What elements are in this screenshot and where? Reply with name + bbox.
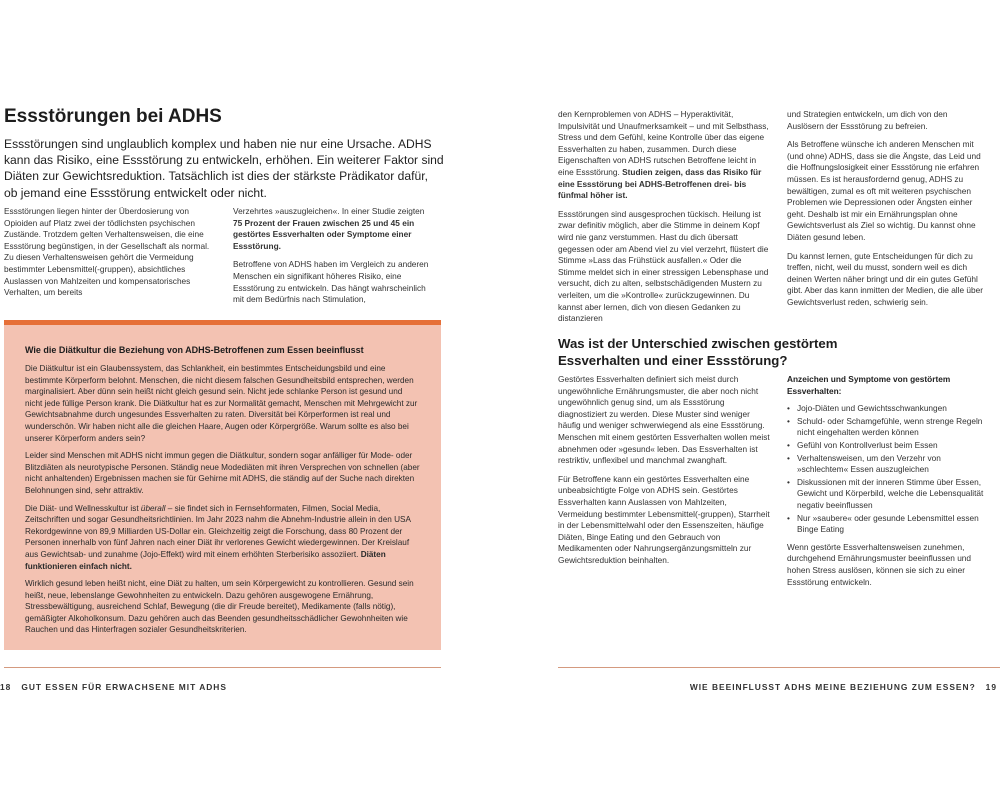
paragraph: Als Betroffene wünsche ich anderen Menschen mit (und ohne) ADHS, dass sie die Ängste, das Leid und die Hoffnungslosigkeit einer Essstörung nie erfahren müssen. Es ist herausfordernd genug, ADHS zu bewältigen, zumal es oft mit weiteren psychischen Problemen wie Depressionen oder Ängsten einher geht. Deshalb ist mir ein Ernährungsplan ohne Gewichtsverlust als Ziel so wichtig. Du kannst ohne Diäten gesund leben. — [787, 139, 981, 242]
left-column-2 — [233, 206, 433, 306]
list-title: Anzeichen und Symptome von gestörtem Essverhalten: — [787, 374, 951, 396]
bold-text: Diäten funktionieren einfach nicht. — [25, 549, 386, 571]
paragraph: Betroffene von ADHS haben im Vergleich zu anderen Menschen ein signifikant höheres Risiko, eine Essstörung zu entwickeln. Das hängt wahrscheinlich mit dem Bedürfnis nach Stimulation, — [233, 259, 429, 305]
right-column-1 — [558, 109, 770, 325]
bold-text: Studien zeigen, dass das Risiko für eine Essstörung bei ADHS-Betroffenen drei- bis fünfmal höher ist. — [558, 166, 762, 201]
left-column-1 — [4, 206, 216, 299]
text: den Kernproblemen von ADHS – Hyperaktivität, Impulsivität und Unaufmerksamkeit – und mit Selbsthass, Stress und dem Gefühl, keine Kontrolle über das eigene Essverhalten zu haben, zusammen. Durch diese Eigenschaften von ADHS rutschen Betroffene leicht in eine Essstörung. — [558, 109, 769, 177]
running-title: WIE BEEINFLUSST ADHS MEINE BEZIEHUNG ZUM ESSEN? — [689, 682, 976, 692]
text: Verzehrtes »auszugleichen«. In einer Studie zeigten — [233, 206, 425, 216]
paragraph — [558, 109, 770, 202]
box-title: Wie die Diätkultur die Beziehung von ADHS-Betroffenen zum Essen beeinflusst — [25, 345, 364, 355]
text: – sie findet sich in Fernsehformaten, Filmen, Social Media, Zeitschriften und sogar Gesundheitsrichtlinien. Im Jahr 2023 nahm die Abnehm-Industrie allein in den USA Rekordgewinne von 89,9 Milliarden US-Dollar ein. Gleichzeitig zeigt die Forschung, dass 80 Prozent der Personen innerhalb von fünf Jahren nach einer Diät ihr verlorenes Gewicht wiedergewinnen. Der Kreislauf aus Gewichtsab- und zunahme (Jojo-Effekt) wird mit einem erhöhten Sterberisiko assoziiert. — [25, 503, 411, 559]
paragraph — [25, 503, 421, 573]
right-column-2 — [787, 109, 985, 309]
paragraph: Wirklich gesund leben heißt nicht, eine Diät zu halten, um sein Körpergewicht zu kontrollieren. Gesund sein heißt, neue, lebenslange Gewohnheiten zu entwickeln. Dazu gehören ausgewogene Ernährung, Stressbewältigung, ausreichend Schlaf, Bewegung (die dir Freude bereitet), Medikamente (falls nötig), gemäßigter Alkoholkonsum. Dazu gehören auch das Beenden gesundheitsschädlicher Gewohnheiten wie Rauchen und das Hinterfragen sozialer Gesundheitskriterien. — [25, 579, 414, 635]
paragraph — [233, 206, 433, 252]
paragraph: Gestörtes Essverhalten definiert sich meist durch ungewöhnliche Ernährungsmuster, die aber noch nicht ungewöhnlich genug sind, um als Essstörung diagnostiziert zu werden. Diese Muster sind weniger häufig und weniger schwerwiegend als eine Essstörung. Menschen mit einem gestörten Essverhalten wollen meist abnehmen oder »gesund« leben. Das Essverhalten ist restriktiv, unflexibel und manchmal zwanghaft. — [558, 374, 770, 466]
footer-rule — [4, 667, 441, 668]
paragraph: und Strategien entwickeln, um dich von den Auslösern der Essstörung zu befreien. — [787, 109, 948, 131]
text: Die Diät- und Wellnesskultur ist — [25, 503, 141, 513]
info-box — [4, 320, 441, 650]
paragraph: Essstörungen sind ausgesprochen tückisch. Heilung ist zwar definitiv möglich, aber die Stimme in deinem Kopf wird nie ganz verstummen. Hast du dich übersatt gegessen oder am Abend viel zu viel verzehrt, flüstert die Stimme »Lass das Frühstück ausfallen.« Oder die Stimme meldet sich in einer stressigen Lebensphase und versucht, dich zu alten, selbstschädigenden Mustern zu verleiten, um die »Kontrolle« zurückzugewinnen. Du kannst aber lernen, dich von diesen Gedanken zu distanzieren — [558, 208, 769, 324]
footer-rule — [558, 667, 1000, 668]
paragraph: Für Betroffene kann ein gestörtes Essverhalten eine unbeabsichtigte Folge von ADHS sein. Gestörtes Essverhalten kann Auslassen von Mahlzeiten, Vermeidung bestimmter Lebensmittel(-gruppen), Starrheit in der Lebensmittelwahl oder den Essenszeiten, häufige Diäten, Binge Eating und den Gebrauch von Medikamenten oder Nahrungsergänzungsmitteln zur Gewichtsreduktion beinhalten. — [558, 473, 770, 565]
list-item: • Nur »saubere« oder gesunde Lebensmittel essen Binge Eating — [787, 513, 985, 536]
paragraph: Die Diätkultur ist ein Glaubenssystem, das Schlankheit, ein bestimmtes Entscheidungsbild und eine bestimmte Körperform belohnt. Menschen, die nicht diesem falschen Gesundheitsbild entsprechen, werden marginalisiert. Aber dünn sein heißt nicht gleich gesund sein. Nicht jede schlanke Person ist gesund und nicht jede füllige Person krank. Die Diätkultur hat es zur Normalität gemacht, Menschen mit Mehrgewicht zur Gewichtsabnahme durch ungesundes Essverhalten zu raten. Diversität bei Körperformen ist real und wunderschön. Wir haben nicht alle die gleichen Haare, Augen oder Körpergröße. Warum sollte es also bei unserer Körperform anders sein? — [25, 364, 418, 443]
paragraph: Wenn gestörte Essverhaltensweisen zunehmen, durchgehend Ernährungsmuster beeinflussen und hohen Stress auslösen, können sie sich zu einer Essstörung entwickeln. — [787, 541, 972, 587]
list-item: • Schuld- oder Schamgefühle, wenn strenge Regeln nicht eingehalten werden können — [787, 416, 985, 439]
page-number: 19 — [985, 682, 997, 692]
symptoms-list — [787, 403, 985, 536]
intro-paragraph: Essstörungen sind unglaublich komplex und haben nie nur eine Ursache. ADHS kann das Risiko, eine Essstörung zu entwickeln, erhöhen. Ein weiterer Faktor sind Diäten zur Gewichtsreduktion. Tatsächlich ist dies der stärkste Prädikator dafür, ob jemand eine Essstörung entwickelt oder nicht. — [4, 137, 444, 200]
right-column-3 — [558, 374, 770, 567]
italic-text: überall — [140, 503, 166, 513]
paragraph: Du kannst lernen, gute Entscheidungen für dich zu treffen, nicht, weil du musst, sondern weil es dich deinen Werten näher bringt und dir ein gutes Gefühl gibt. Aber das kann inmitten der Medien, die alle über Gewichtsverlust reden, schwierig sein. — [787, 250, 984, 307]
section-heading: Was ist der Unterschied zwischen gestörtem Essverhalten und einer Essstörung? — [558, 336, 838, 368]
list-item: • Gefühl von Kontrollverlust beim Essen — [787, 440, 985, 452]
page-number: 18 — [0, 682, 12, 692]
right-column-4 — [787, 374, 985, 588]
footer-left — [0, 682, 227, 692]
list-item: • Diskussionen mit der inneren Stimme über Essen, Gewicht und Körperbild, welche die Lebensqualität negativ beeinflussen — [787, 477, 985, 512]
list-item: • Jojo-Diäten und Gewichtsschwankungen — [787, 403, 985, 415]
bold-text: 75 Prozent der Frauen zwischen 25 und 45 ein gestörtes Essverhalten oder Symptome einer Essstörung. — [233, 217, 415, 251]
paragraph: Leider sind Menschen mit ADHS nicht immun gegen die Diätkultur, sondern sogar anfälliger für Mode- oder Blitzdiäten als neurotypische Personen. Ständig neue Modediäten mit ihren Versprechen von schnellen (aber nicht anhaltenden) Ergebnissen machen sie für Gehirne mit ADHS, die ständig auf der Suche nach direkten Belohnungen sind, sehr attraktiv. — [25, 451, 420, 495]
running-title: GUT ESSEN FÜR ERWACHSENE MIT ADHS — [21, 682, 227, 692]
list-item: • Verhaltensweisen, um den Verzehr von »schlechtem« Essen auszugleichen — [787, 453, 985, 476]
footer-right — [690, 682, 997, 692]
paragraph: Essstörungen liegen hinter der Überdosierung von Opioiden auf Platz zwei der tödlichsten psychischen Zustände. Trotzdem gelten Verhaltensweisen, die eine Essstörung begünstigen, in der Gesellschaft als normal. Zu diesen Verhaltensweisen gehört die Vermeidung bestimmter Lebensmittel(-gruppen), absichtliches Auslassen von Mahlzeiten und kompensatorisches Verhalten, um bereits — [4, 206, 210, 298]
page-heading: Essstörungen bei ADHS — [4, 106, 222, 127]
